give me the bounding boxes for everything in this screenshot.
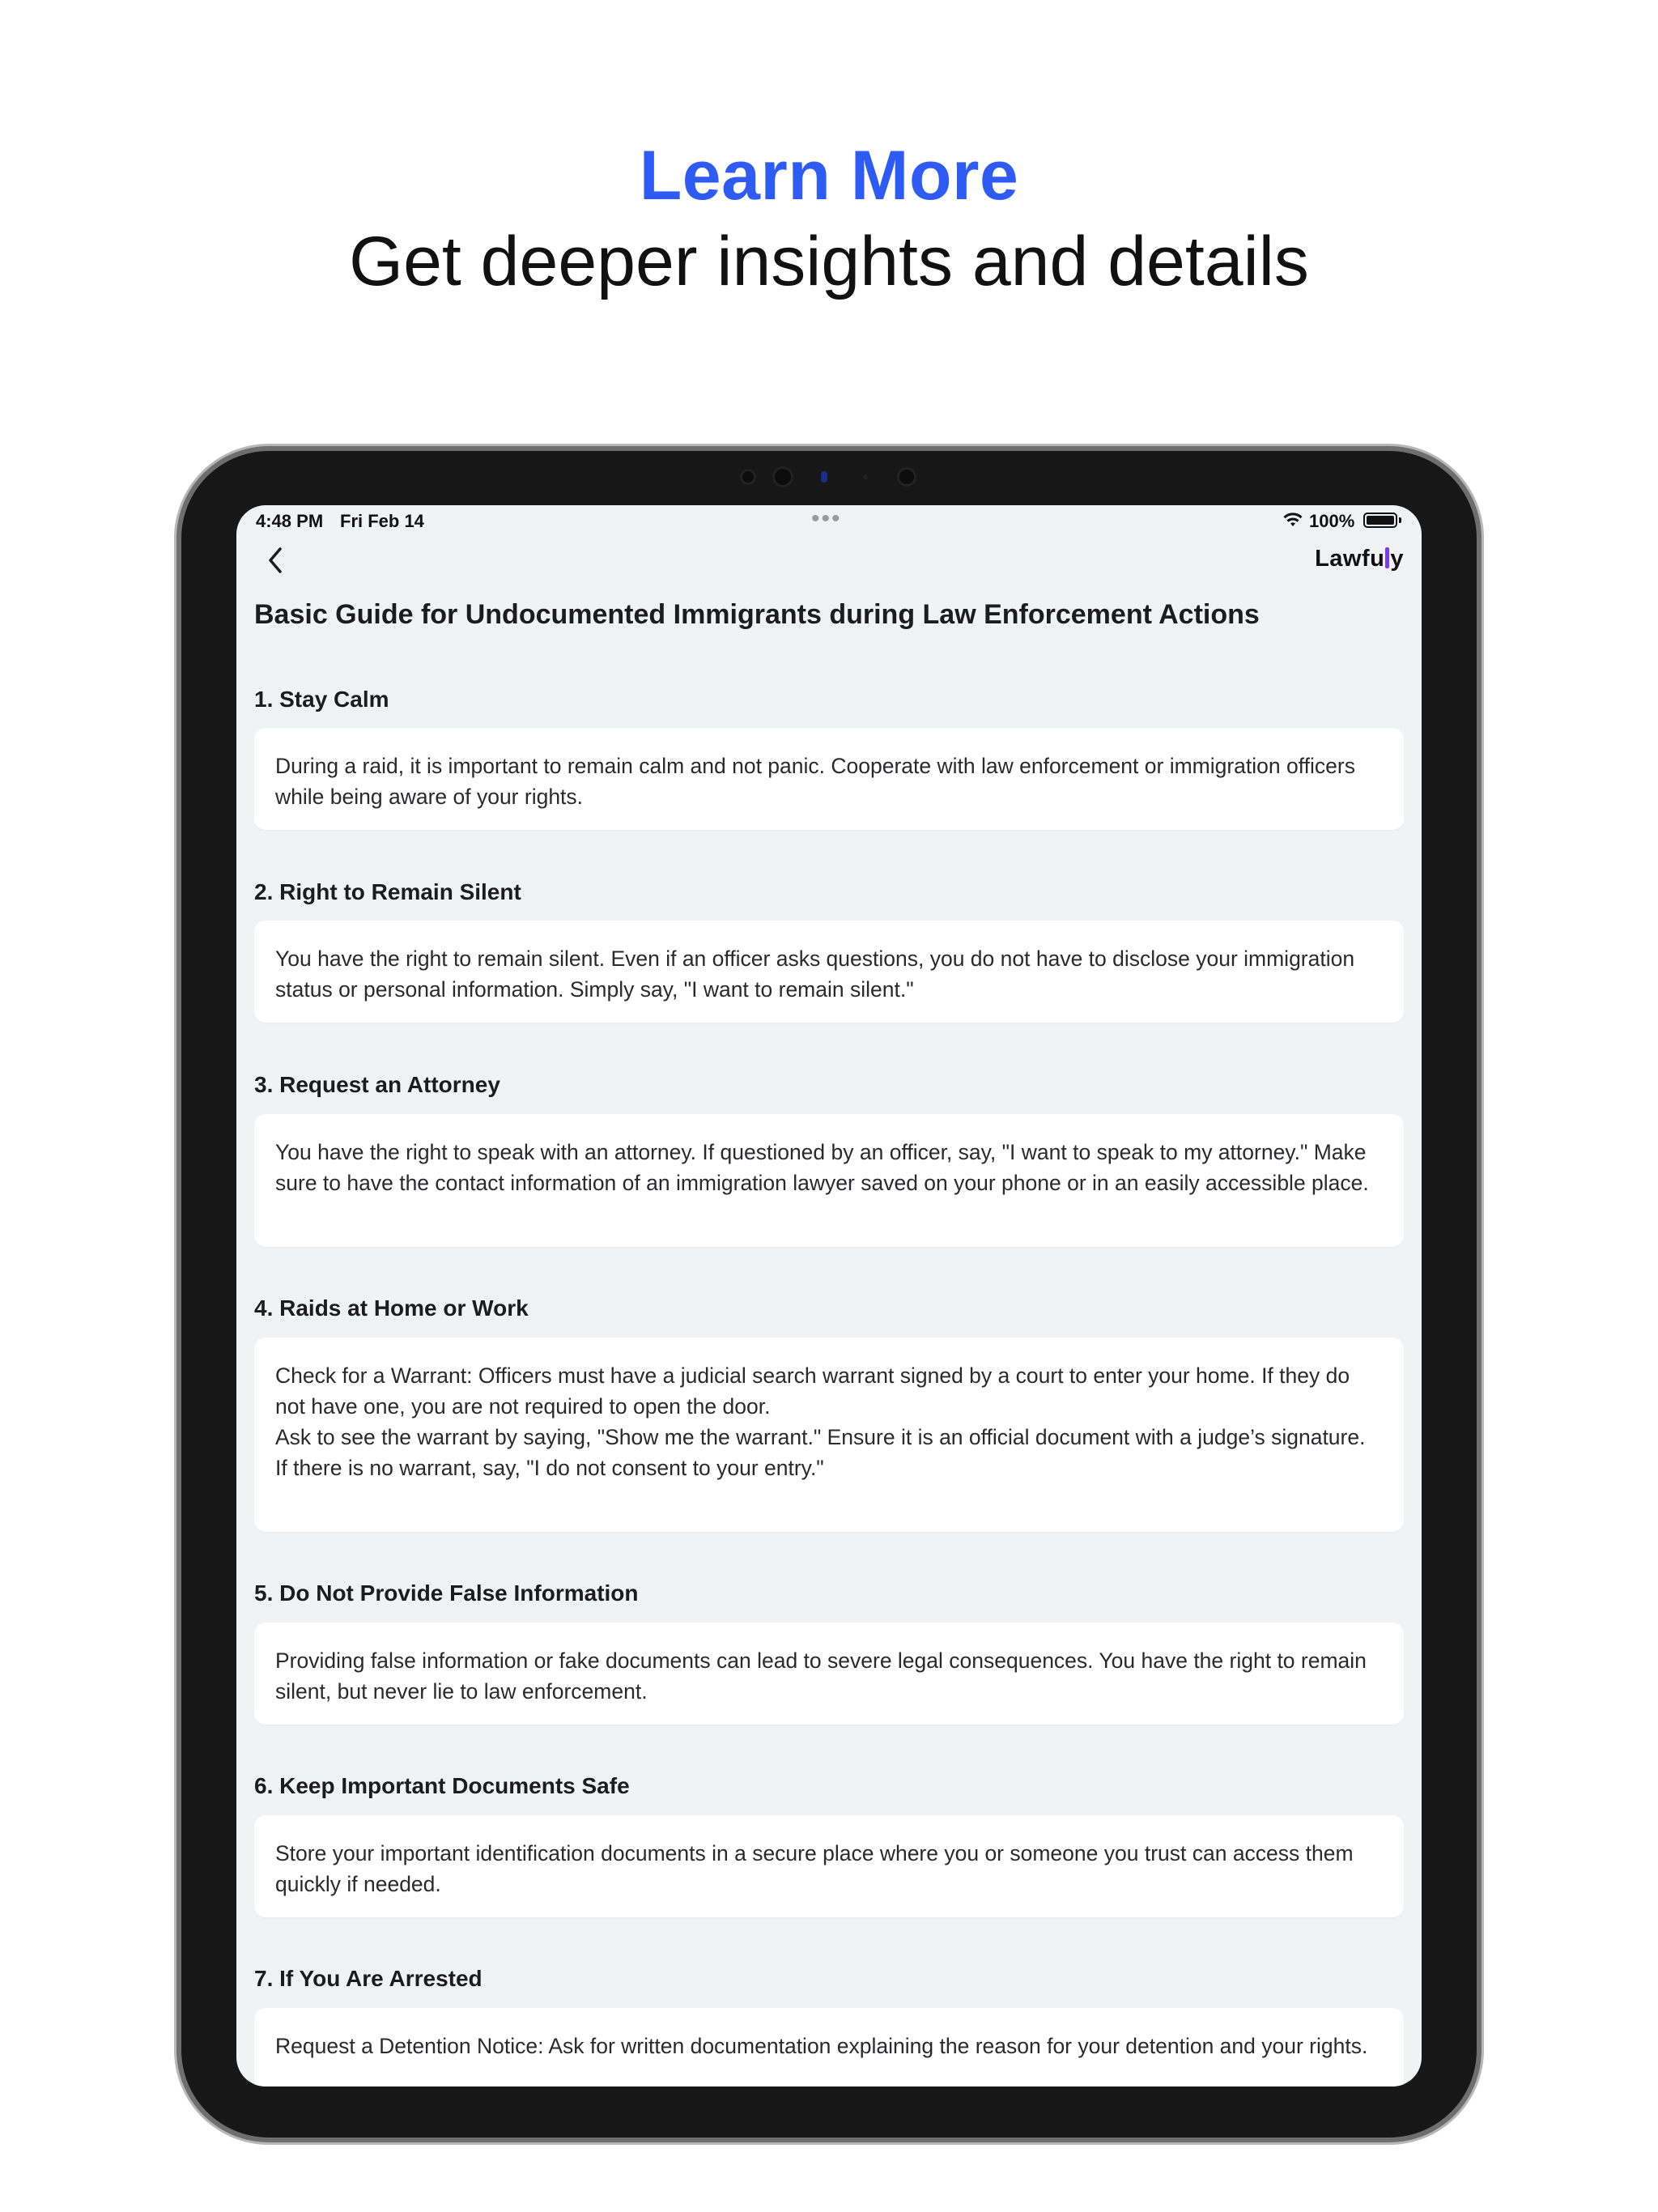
camera-icon xyxy=(772,466,793,487)
logo-text-start: Lawfu xyxy=(1315,546,1385,572)
section-body: During a raid, it is important to remain calm and not panic. Cooperate with law enforcement or immigration officers while being aware of your rights. xyxy=(275,754,1355,809)
section-body: Ask to see the warrant by saying, "Show me the warrant." Ensure it is an official document with a judge’s signature. If there is no warrant, say, "I do not consent to your entry." xyxy=(275,1425,1366,1480)
section-card xyxy=(254,1114,1404,1247)
battery-percentage: 100% xyxy=(1309,511,1355,531)
sensor-icon xyxy=(863,474,868,479)
app-screen xyxy=(236,505,1422,2087)
sensor-icon xyxy=(740,469,756,485)
section-body: You have the right to remain silent. Even if an officer asks questions, you do not have to disclose your immigration status or personal information. Simply say, "I want to remain silent." xyxy=(275,946,1355,1002)
section-body: Request a Detention Notice: Ask for written documentation explaining the reason for your detention and your rights. xyxy=(275,2034,1368,2058)
section-heading: 2. Right to Remain Silent xyxy=(254,879,521,904)
chevron-left-icon xyxy=(261,541,293,580)
section-heading: 1. Stay Calm xyxy=(254,687,389,712)
page-title: Basic Guide for Undocumented Immigrants during Law Enforcement Actions xyxy=(254,599,1260,630)
section-card xyxy=(254,1338,1404,1532)
section-heading: 7. If You Are Arrested xyxy=(254,1966,483,1991)
section-card xyxy=(254,1815,1404,1917)
logo-text-end: y xyxy=(1390,546,1404,572)
section-card xyxy=(254,728,1404,830)
section-heading: 4. Raids at Home or Work xyxy=(254,1295,529,1321)
section-body: You have the right to speak with an attorney. If questioned by an officer, say, "I want to speak to my attorney." Make sure to have the contact information of an immigration lawyer saved on your phone or in an easily accessible place. xyxy=(275,1140,1369,1195)
battery-cap xyxy=(1399,517,1401,523)
camera-indicator-icon xyxy=(821,471,827,483)
logo-mark-icon xyxy=(1385,547,1389,568)
status-date: Fri Feb 14 xyxy=(340,511,424,531)
section-card xyxy=(254,2008,1404,2087)
promo-title: Learn More xyxy=(639,137,1019,215)
app-logo xyxy=(1315,546,1404,572)
wifi-icon xyxy=(1282,512,1303,533)
status-time: 4:48 PM xyxy=(256,511,324,531)
section-card xyxy=(254,1623,1404,1725)
section-body: Store your important identification documents in a secure place where you or someone you trust can access them quickly if needed. xyxy=(275,1841,1354,1896)
section-heading: 6. Keep Important Documents Safe xyxy=(254,1773,630,1798)
section-body: Check for a Warrant: Officers must have a judicial search warrant signed by a court to enter your home. If they do not have one, you are not required to open the door. xyxy=(275,1363,1350,1419)
camera-bar xyxy=(737,466,923,487)
back-button[interactable] xyxy=(261,541,293,580)
section-heading: 5. Do Not Provide False Information xyxy=(254,1580,639,1606)
status-bar xyxy=(236,505,1422,533)
section-card xyxy=(254,921,1404,1023)
battery-icon xyxy=(1363,513,1397,528)
section-body: Providing false information or fake documents can lead to severe legal consequences. You have the right to remain silent, but never lie to law enforcement. xyxy=(275,1648,1367,1704)
promo-subtitle: Get deeper insights and details xyxy=(349,223,1309,300)
multitasking-dots-icon[interactable]: ••• xyxy=(811,505,842,532)
section-heading: 3. Request an Attorney xyxy=(254,1072,500,1097)
sensor-icon xyxy=(897,467,916,487)
